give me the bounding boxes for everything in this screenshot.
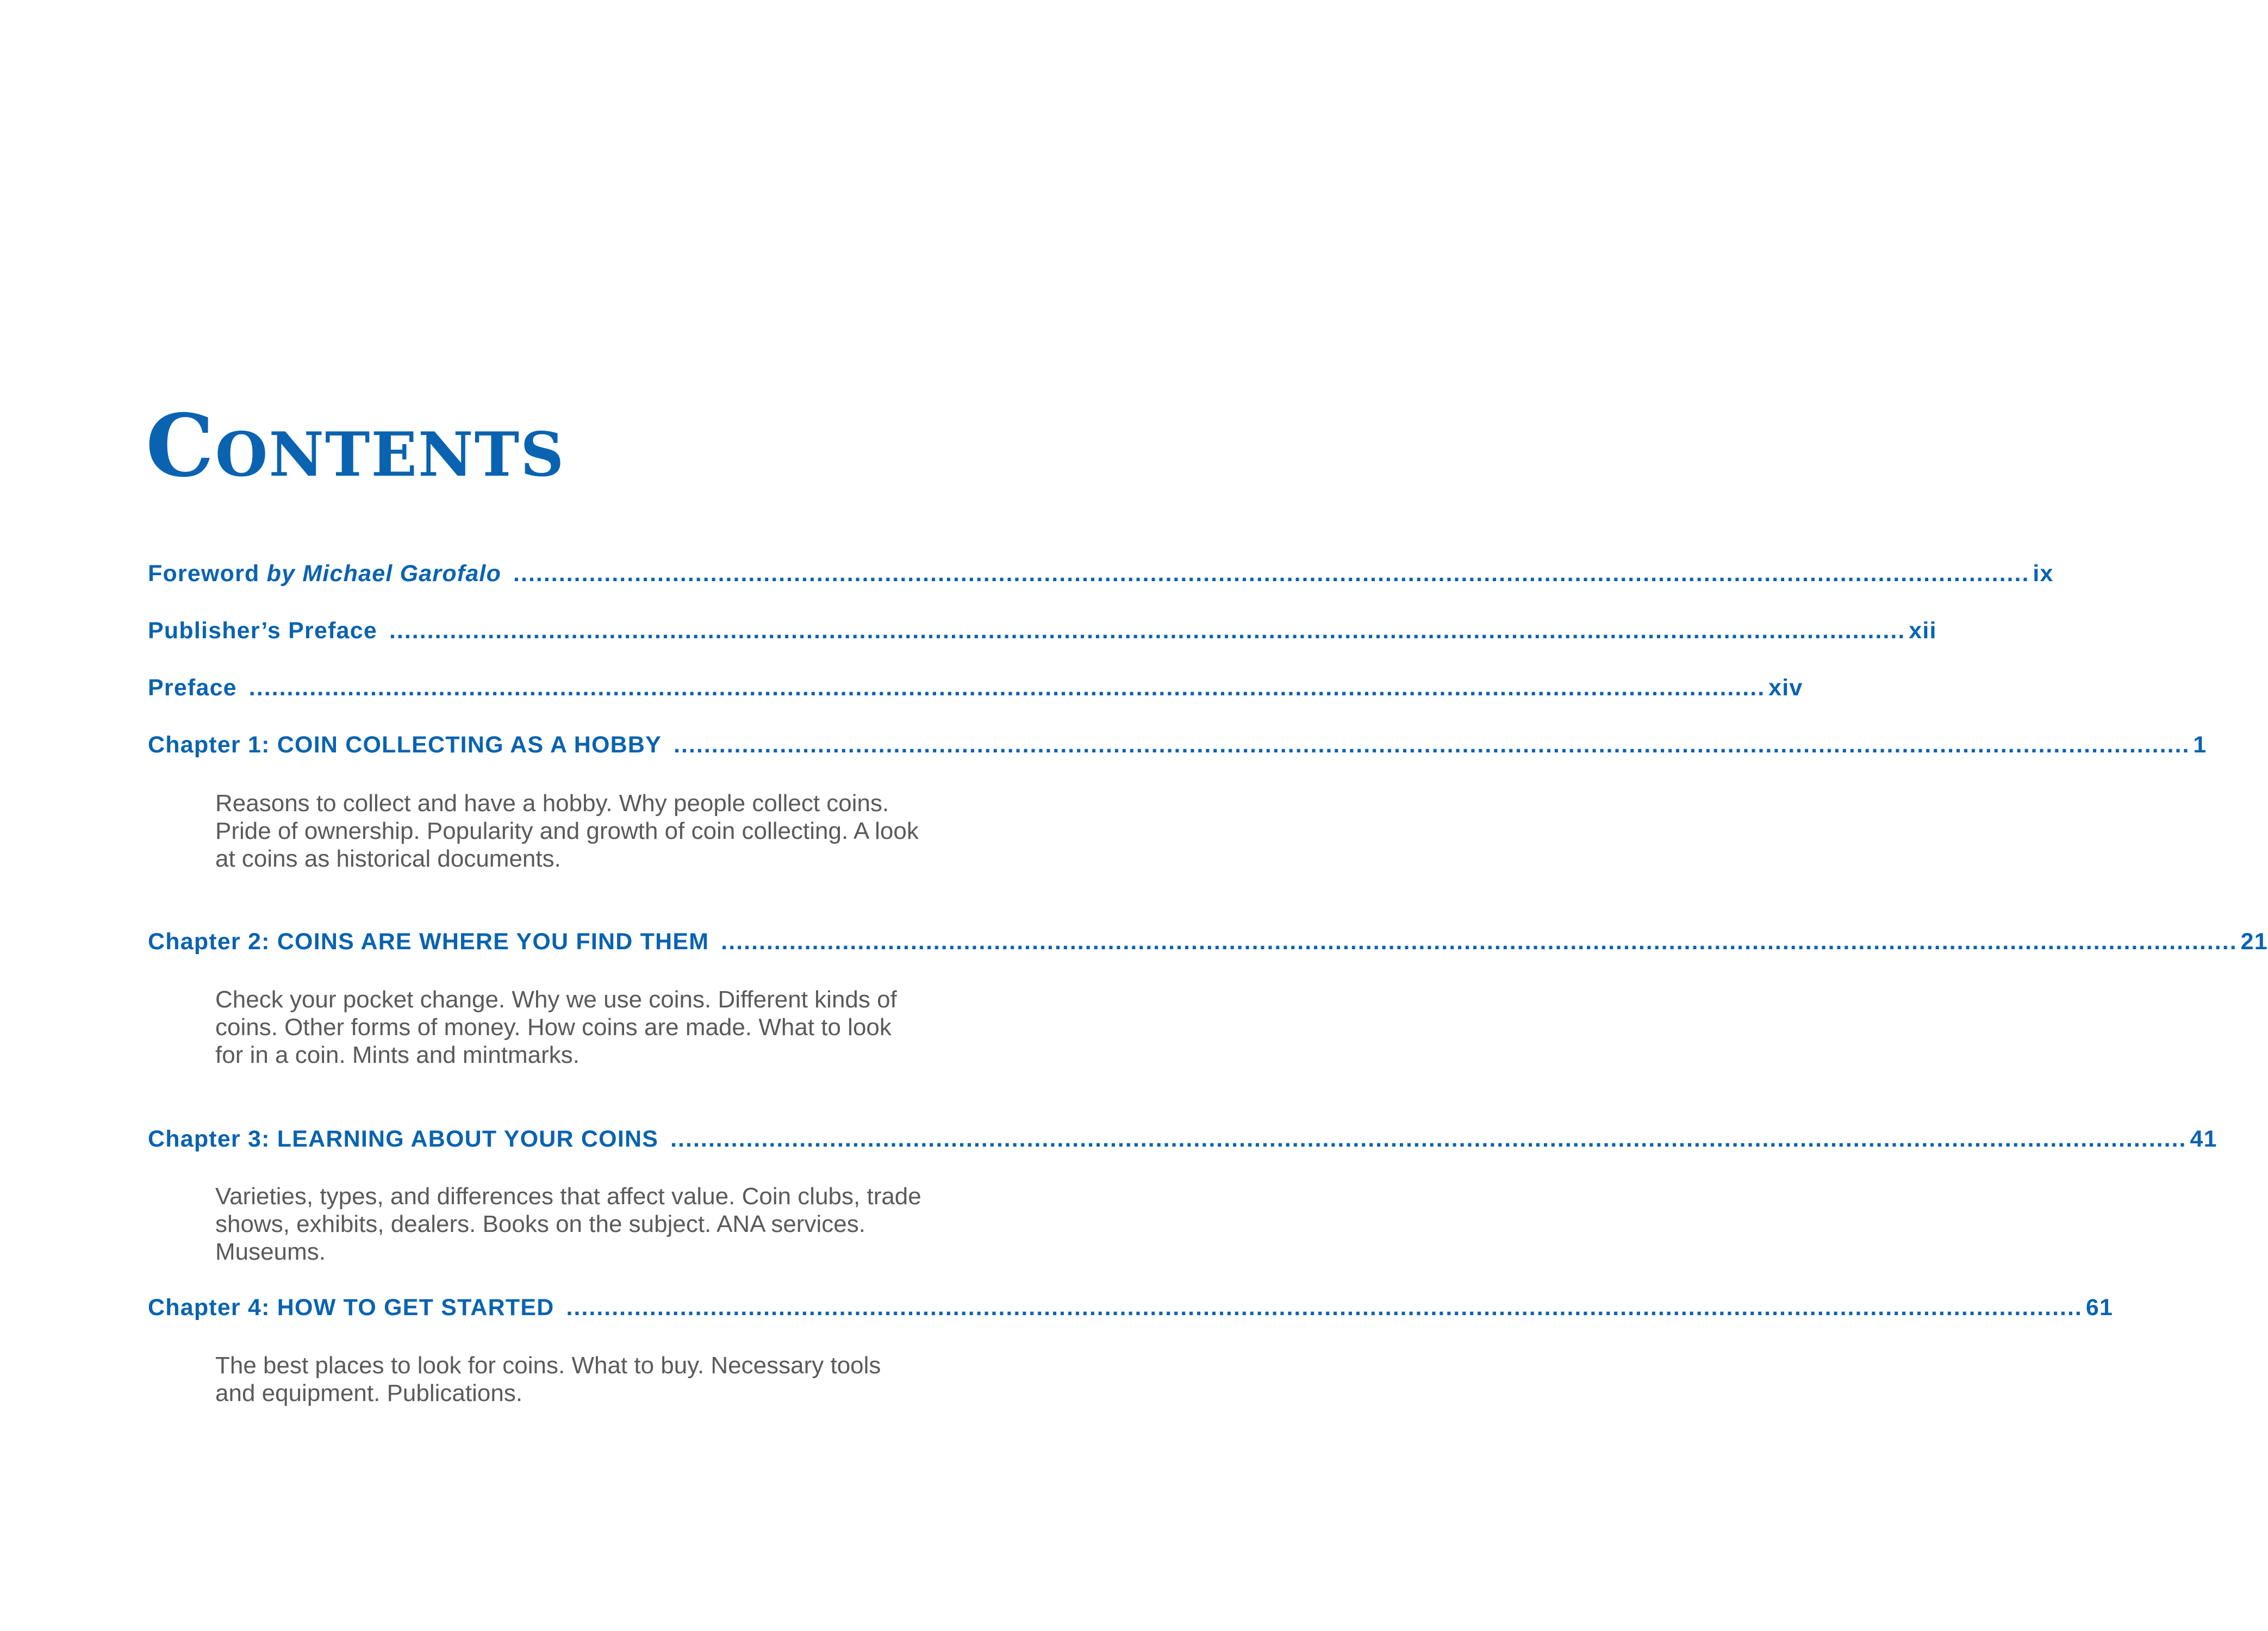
dot-leader: ........................................................................................................................................................................................................ [513,561,2030,587]
toc-entry-publishers-preface[interactable] [148,617,1937,645]
toc-entry-chapter-4[interactable] [148,1294,2114,1322]
chapter-2-description: Check your pocket change. Why we use coins. Different kinds of coins. Other forms of money. How coins are made. What to look for in a coin. Mints and mintmarks. [215,986,897,1068]
toc-entry-author: by Michael Garofalo [266,561,502,587]
dot-leader: ........................................................................................................................................................................................................ [674,732,2190,758]
chapter-1-description: Reasons to collect and have a hobby. Why people collect coins. Pride of ownership. Popularity and growth of coin collecting. A look at coins as historical documents. [215,790,919,872]
toc-entry-chapter-1[interactable] [148,731,2207,760]
toc-entry-chapter-2[interactable] [148,928,2268,956]
toc-entry-foreword[interactable] [148,560,2054,588]
chapter-4-description: The best places to look for coins. What to buy. Necessary tools and equipment. Publications. [215,1352,881,1406]
toc-entry-label: Publisher’s Preface [148,618,377,644]
toc-entry-label: Chapter 2: COINS ARE WHERE YOU FIND THEM [148,929,709,955]
toc-entry-page: 1 [2193,732,2207,758]
toc-entry-label: Foreword by Michael Garofalo [148,561,502,587]
dot-leader: ........................................................................................................................................................................................................ [389,618,1906,644]
page-title: Contents [146,396,565,496]
toc-entry-page: 21 [2240,929,2268,955]
toc-entry-page: 61 [2085,1294,2114,1321]
toc-entry-label: Chapter 3: LEARNING ABOUT YOUR COINS [148,1126,659,1152]
dot-leader: ........................................................................................................................................................................................................ [248,675,1766,701]
toc-entry-label: Chapter 1: COIN COLLECTING AS A HOBBY [148,732,662,758]
toc-entry-page: ix [2033,561,2054,587]
dot-leader: ........................................................................................................................................................................................................ [721,929,2238,955]
chapter-3-description: Varieties, types, and differences that affect value. Coin clubs, trade shows, exhibits, dealers. Books on the subject. ANA services. Museums. [215,1183,921,1265]
dot-leader: ........................................................................................................................................................................................................ [670,1126,2187,1152]
toc-entry-page: xiv [1768,675,1803,701]
toc-entry-preface[interactable] [148,674,1803,702]
toc-entry-page: 41 [2190,1126,2217,1152]
dot-leader: ........................................................................................................................................................................................................ [566,1294,2083,1321]
toc-entry-page: xii [1909,618,1937,644]
toc-entry-label: Chapter 4: HOW TO GET STARTED [148,1294,554,1321]
toc-entry-label: Preface [148,675,237,701]
toc-entry-chapter-3[interactable] [148,1125,2217,1154]
